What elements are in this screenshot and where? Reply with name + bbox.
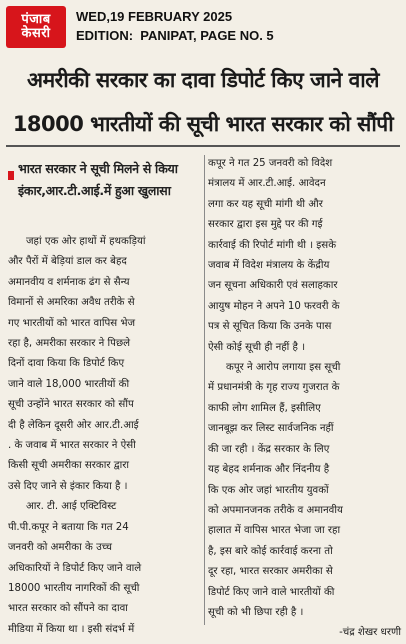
article-column-left — [8, 232, 200, 640]
article-line: अमानवीय व शर्मनाक ढंग से सैन्य — [8, 276, 130, 288]
article-line: दूर रहा, भारत सरकार अमरीका से — [208, 566, 333, 578]
article-line: कार्रवाई की रिपोर्ट मांगी थी । इसके — [208, 239, 337, 251]
article-line: डिपोर्ट किए जाने वाले भारतीयों की — [208, 586, 335, 598]
article-line: रहा है, अमरीका सरकार ने पिछले — [8, 338, 131, 350]
article-line: सरकार द्वारा इस मुद्दे पर की गई — [208, 219, 323, 231]
masthead — [0, 0, 406, 52]
article-line: लगा कर यह सूची मांगी थी और — [208, 198, 323, 210]
article-line: काफी लोग शामिल हैं, इसीलिए — [208, 402, 321, 414]
article-line: कपूर ने गत 25 जनवरी को विदेश — [208, 158, 333, 169]
article-line: हालात में वापिस भारत भेजा जा रहा — [208, 525, 341, 537]
article-line: कि एक ओर जहां भारतीय युवकों — [208, 484, 329, 496]
article-line: और पैरों में बेड़ियां डाल कर बेहद — [8, 256, 127, 268]
article-line: उसे दिए जाने से इंकार किया है । — [8, 480, 128, 492]
article-line: किसी सूची अमरीका सरकार द्वारा — [8, 460, 130, 472]
article-line: भारत सरकार को सौंपने का दावा — [8, 603, 128, 615]
article-line: जन सूचना अधिकारी एवं सलाहकार — [208, 280, 338, 292]
article-line: सूची उन्होंने भारत सरकार को सौंप — [8, 399, 134, 411]
article-line: की जा रही । केंद्र सरकार के लिए — [208, 443, 330, 455]
headline-line-1: अमरीकी सरकार का दावा डिपोर्ट किए जाने वाले — [27, 68, 379, 92]
article-line: गए भारतीयों को भारत वापिस भेज — [8, 317, 136, 329]
article-line: पी.पी.कपूर ने बताया कि गत 24 — [8, 521, 129, 533]
column-divider — [204, 155, 205, 625]
headline-line-2: 18000 भारतीयों की सूची भारत सरकार को सौंपी — [12, 112, 394, 136]
article-line: सूची को भी छिपा रही है । — [208, 606, 304, 618]
article-line: मंत्रालय में आर.टी.आई. आवेदन — [208, 178, 326, 190]
article-line: जाने वाले 18,000 भारतीयों की — [8, 378, 130, 390]
byline: -चंद्र शेखर धरणी — [339, 627, 401, 639]
article-line: मीडिया में किया था । इसी संदर्भ में — [8, 623, 135, 635]
article-line: जनवरी को अमरीका के उच्च — [8, 542, 112, 554]
article-line: आर. टी. आई एक्टिविस्ट — [26, 501, 117, 513]
logo-line-1: पंजाब — [21, 12, 51, 28]
article-line: पत्र से सूचित किया कि उनके पास — [208, 321, 332, 333]
bullet-marker-icon — [8, 171, 14, 180]
article-line: जवाब में विदेश मंत्रालय के केंद्रीय — [208, 260, 330, 272]
article-line: है, इस बारे कोई कार्रवाई करना तो — [208, 545, 333, 557]
article-line: में प्रधानमंत्री के गृह राज्य गुजरात के — [208, 382, 340, 394]
article-line: को अपमानजनक तरीके व अमानवीय — [208, 504, 343, 516]
subheadline-line-1: भारत सरकार ने सूची मिलने से किया — [18, 161, 178, 176]
edition-info: EDITION: PANIPAT, PAGE NO. 5 — [76, 28, 274, 43]
newspaper-logo — [6, 6, 66, 48]
article-line: आयुष मोहन ने अपने 10 फरवरी के — [208, 300, 340, 312]
article-line: विमानों से अमरिका अवैध तरीके से — [8, 297, 135, 309]
article-line: ऐसी कोई सूची ही नहीं है । — [208, 341, 306, 353]
article-line: जहां एक ओर हाथों में हथकड़ियां — [26, 236, 146, 247]
article-line: जानबूझ कर लिस्ट सार्वजनिक नहीं — [208, 423, 334, 435]
article-line: दिनों दावा किया कि डिपोर्ट किए — [8, 358, 125, 370]
headline-rule — [6, 145, 400, 147]
article-line: 18000 भारतीय नागरिकों की सूची — [8, 582, 140, 594]
article-column-right — [208, 154, 401, 644]
logo-line-2: केसरी — [21, 26, 51, 41]
article-line: यह बेहद शर्मनाक और निंदनीय है — [208, 464, 330, 476]
article-line: अधिकारियों ने डिपोर्ट किए जाने वाले — [8, 562, 142, 574]
article-line: . के जवाब में भारत सरकार ने ऐसी — [8, 440, 136, 452]
publication-date: WED,19 FEBRUARY 2025 — [76, 9, 233, 24]
article-line: दी है लेकिन दूसरी ओर आर.टी.आई — [8, 419, 139, 431]
article-line: कपूर ने आरोप लगाया इस सूची — [226, 362, 341, 374]
subheadline-line-2: इंकार,आर.टी.आई.में हुआ खुलासा — [18, 183, 171, 198]
